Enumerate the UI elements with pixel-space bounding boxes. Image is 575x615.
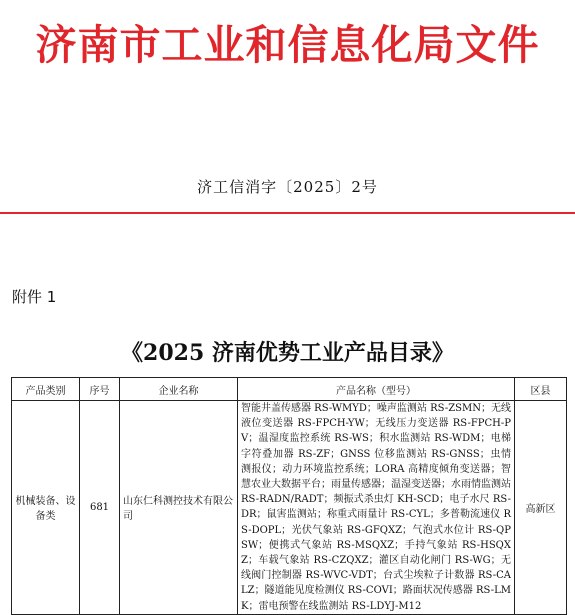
cell-company: 山东仁科测控技术有限公司 (120, 401, 238, 615)
table-header-row (12, 378, 567, 401)
cell-products: 智能井盖传感器 RS-WMYD；噪声监测站 RS-ZSMN；无线液位变送器 RS-FPCH-YW；无线压力变送器 RS-FPCH-PV；温湿度监控系统 RS-WS；积水监测站 RS-WDM；电梯字符叠加器 RS-ZF；GNSS 位移监测站 RS-GNSS；虫情测报仪；动力环境监控系统；LORA 高精度倾角变送器；智慧农业大数据平台；雨量传感器；温湿变送器；水雨情监测站 RS-RADN/RADT；频振式杀虫灯 KH-SCD；电子水尺 RS-DR；鼠害监测站；称重式雨量计 RS-CYL；多普勒流速仪 RS-DOPL；光伏气象站 RS-GFQXZ；气泡式水位计 RS-QPSW；便携式气象站 RS-MSQXZ；手持气象站 RS-HSQXZ；车载气象站 RS-CZQXZ；灌区自动化闸门 RS-WG；无线阀门控制器 RS-WVC-VDT；台式尘埃粒子计数器 RS-CALZ；隧道能见度检测仪 RS-COVI；路面状况传感器 RS-LMK；雷电预警在线监测站 RS-LDYJ-M12 (238, 401, 515, 615)
cell-category: 机械装备、设备类 (12, 401, 80, 615)
cell-district: 高新区 (515, 401, 567, 615)
catalog-title: 《2025 济南优势工业产品目录》 (121, 340, 454, 366)
document-number: 济工信消字〔2025〕2号 (197, 178, 378, 196)
document-header-title: 济南市工业和信息化局文件 (35, 21, 540, 69)
table-row (12, 401, 567, 615)
header-number: 序号 (80, 378, 120, 401)
header-district: 区县 (515, 378, 567, 401)
header-divider-line (0, 212, 575, 214)
header-company: 企业名称 (120, 378, 238, 401)
product-catalog-table (11, 377, 567, 615)
cell-number: 681 (80, 401, 120, 615)
attachment-label: 附件 1 (12, 288, 57, 306)
header-products: 产品名称（型号） (238, 378, 515, 401)
header-category: 产品类别 (12, 378, 80, 401)
